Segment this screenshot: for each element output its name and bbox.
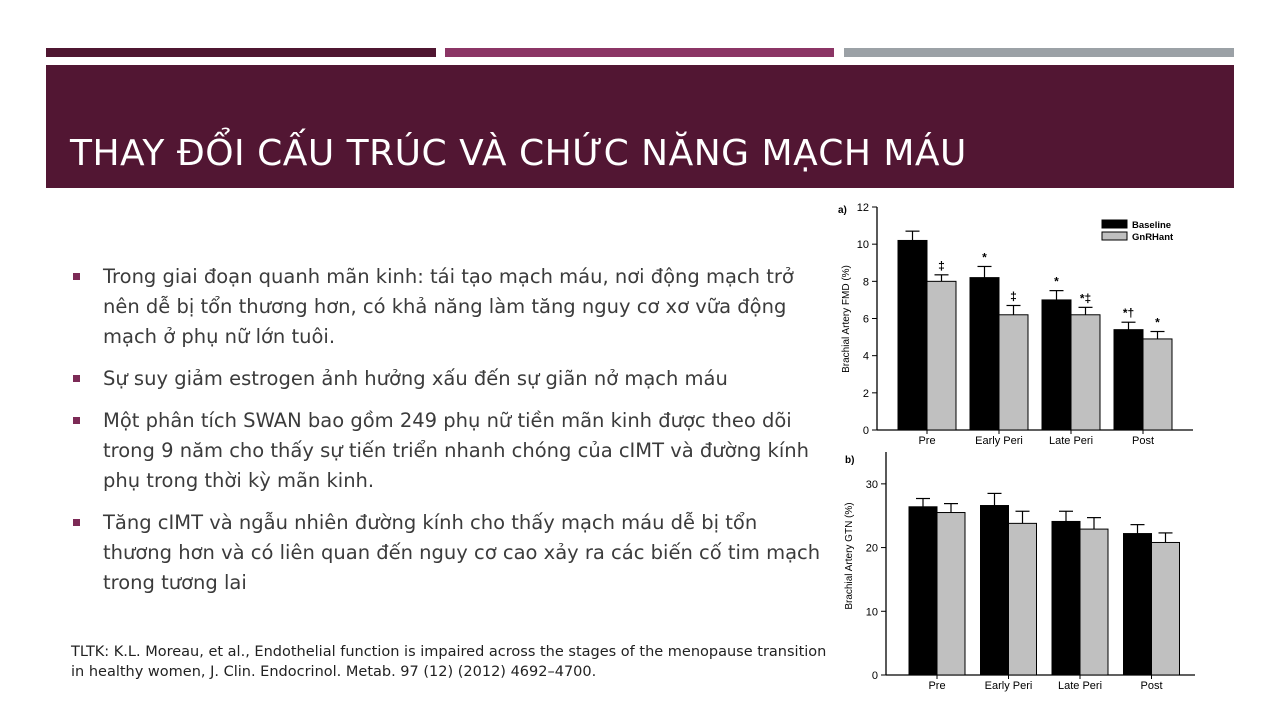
- bullet-item: [72, 508, 822, 598]
- gtn-y-tick-label: 20: [865, 542, 878, 555]
- bullet-item: [72, 262, 822, 352]
- gtn-bar: [1152, 542, 1180, 675]
- accent-bar-3: [844, 48, 1234, 57]
- gtn-bar: [1124, 534, 1152, 675]
- fmd-legend-swatch: [1102, 220, 1127, 228]
- fmd-y-tick-label: 6: [862, 313, 869, 326]
- fmd-significance-mark: ‡: [938, 258, 945, 273]
- fmd-bar: [1042, 300, 1071, 430]
- gtn-bar: [1052, 521, 1080, 675]
- fmd-significance-mark: *†: [1122, 306, 1135, 321]
- bullet-square-icon: [73, 417, 80, 424]
- fmd-panel-label: a): [838, 205, 847, 216]
- fmd-significance-mark: ‡: [1010, 289, 1017, 304]
- fmd-x-tick-label: Early Peri: [975, 435, 1023, 447]
- gtn-y-tick-label: 30: [865, 478, 878, 491]
- fmd-y-tick-label: 4: [862, 350, 869, 363]
- gtn-y-tick-label: 0: [871, 670, 878, 682]
- fmd-y-tick-label: 0: [862, 425, 869, 437]
- gtn-bar: [981, 506, 1009, 675]
- fmd-bar: [1114, 330, 1143, 430]
- gtn-x-tick-label: Post: [1140, 680, 1163, 692]
- bullet-text: Sự suy giảm estrogen ảnh hưởng xấu đến sự giãn nở mạch máu: [103, 367, 728, 390]
- bullet-text: Trong giai đoạn quanh mãn kinh: tái tạo mạch máu, nơi động mạch trở nên dễ bị tổn thương hơn, có khả năng làm tăng nguy cơ xơ vữa động mạch ở phụ nữ lớn tuôi.: [103, 265, 794, 348]
- fmd-bar: [999, 315, 1028, 430]
- bullet-square-icon: [73, 273, 80, 280]
- bullet-item: [72, 364, 822, 394]
- gtn-bar: [909, 507, 937, 675]
- gtn-y-tick-label: 10: [865, 606, 878, 619]
- gtn-x-tick-label: Late Peri: [1057, 680, 1103, 692]
- gtn-panel-label: b): [845, 455, 855, 466]
- fmd-x-tick-label: Pre: [918, 435, 936, 447]
- bullet-square-icon: [73, 375, 80, 382]
- title-band: [46, 65, 1234, 188]
- fmd-bar: [898, 240, 927, 430]
- fmd-bar: [927, 281, 956, 430]
- gtn-x-tick-label: Pre: [928, 680, 946, 692]
- fmd-bar: [1071, 315, 1100, 430]
- fmd-y-tick-label: 10: [856, 239, 869, 252]
- fmd-significance-mark: *: [1054, 274, 1059, 289]
- gtn-x-tick-label: Early Peri: [984, 680, 1033, 692]
- gtn-bar: [1009, 523, 1037, 675]
- reference-text: TLTK: K.L. Moreau, et al., Endothelial function is impaired across the stages of the menopause transition in healthy women, J. Clin. Endocrinol. Metab. 97 (12) (2012) 4692–4700.: [71, 644, 827, 680]
- fmd-significance-mark: *: [1155, 315, 1160, 330]
- fmd-y-tick-label: 2: [862, 387, 869, 400]
- gtn-bar: [1080, 529, 1108, 675]
- gtn-bar: [937, 513, 965, 675]
- gtn-y-axis-label: Brachial Artery GTN (%): [844, 502, 855, 610]
- bullet-text: Một phân tích SWAN bao gồm 249 phụ nữ tiền mãn kinh được theo dõi trong 9 năm cho thấy sự tiến triển nhanh chóng của cIMT và đường kính phụ trong thời kỳ mãn kinh.: [103, 409, 809, 492]
- bullet-square-icon: [73, 519, 80, 526]
- fmd-bar: [970, 278, 999, 430]
- fmd-x-tick-label: Post: [1131, 435, 1155, 447]
- fmd-y-tick-label: 8: [862, 276, 869, 289]
- bullet-item: [72, 406, 822, 496]
- fmd-x-tick-label: Late Peri: [1048, 435, 1094, 447]
- bullet-list: [72, 262, 822, 610]
- bullet-text: Tăng cIMT và ngẫu nhiên đường kính cho thấy mạch máu dễ bị tổn thương hơn và có liên quan đến nguy cơ cao xảy ra các biến cố tim mạch trong tương lai: [103, 511, 821, 594]
- accent-bar-2: [445, 48, 834, 57]
- slide-title: THAY ĐỔI CẤU TRÚC VÀ CHỨC NĂNG MẠCH MÁU: [70, 133, 967, 174]
- fmd-significance-mark: *: [982, 250, 987, 265]
- fmd-bar: [1143, 339, 1172, 430]
- fmd-y-tick-label: 12: [856, 202, 869, 214]
- accent-bar-1: [46, 48, 436, 57]
- fmd-y-axis-label: Brachial Artery FMD (%): [841, 265, 852, 373]
- fmd-legend-swatch: [1102, 232, 1127, 240]
- fmd-legend-label: GnRHant: [1132, 232, 1174, 243]
- fmd-legend-label: Baseline: [1132, 220, 1172, 231]
- fmd-significance-mark: *‡: [1079, 291, 1092, 306]
